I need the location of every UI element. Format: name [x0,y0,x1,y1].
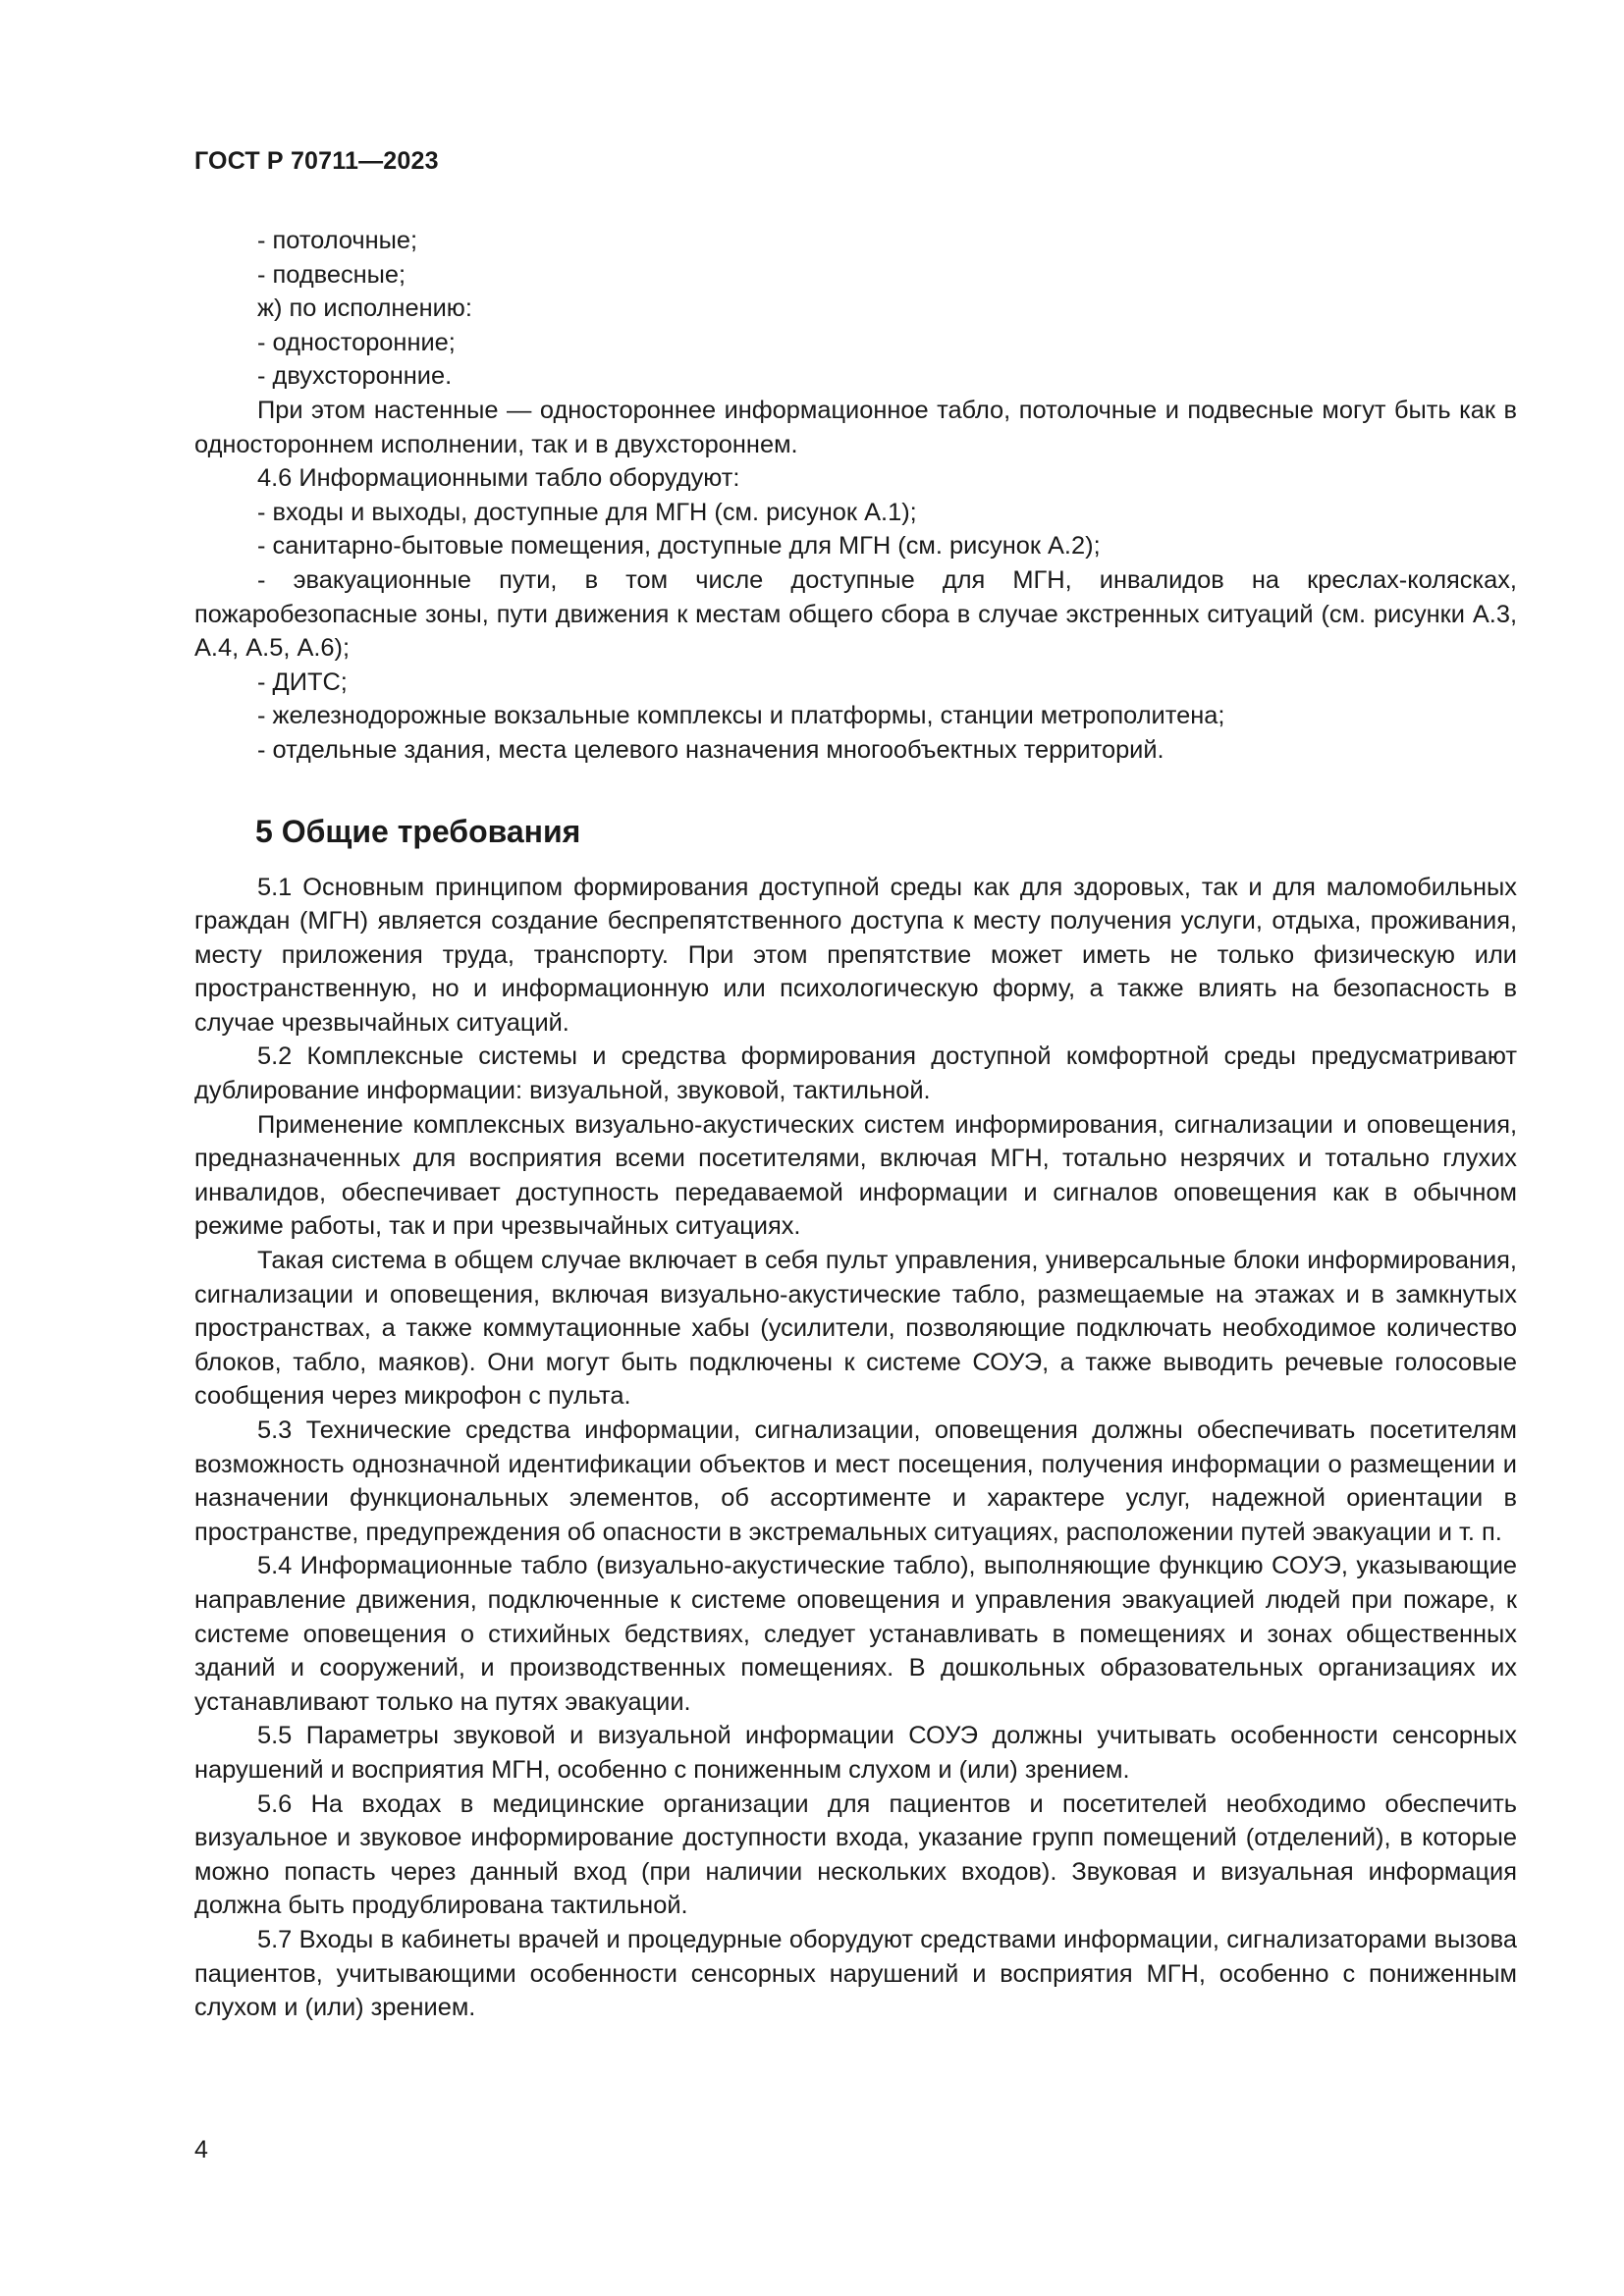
list-item: - ДИТС; [257,667,348,696]
list-item: - отдельные здания, места целевого назначения многообъектных территорий. [257,735,1164,764]
list-item: - односторонние; [257,328,456,356]
list-item: - эвакуационные пути, в том числе доступные для МГН, инвалидов на креслах-колясках, пожаробезопасные зоны, пути движения к местам общего сбора в случае экстренных ситуаций (см. рисунки А.3, А.4, А.5, А.6); [194,565,1517,663]
section-heading: 5 Общие требования [255,813,581,849]
list-item: - санитарно-бытовые помещения, доступные для МГН (см. рисунок А.2); [257,532,1101,561]
paragraph: Применение комплексных визуально-акустических систем информирования, сигнализации и оповещения, предназначенных для восприятия всеми посетителями, включая МГН, тотально незрячих и тотально глухих инвалидов, обеспечивает доступность передаваемой информации и сигналов оповещения как в обычном режиме работы, так и при чрезвычайных ситуациях. [194,1110,1517,1241]
list-item: - входы и выходы, доступные для МГН (см. рисунок А.1); [257,498,917,526]
clause-5-2: 5.2 Комплексные системы и средства формирования доступной комфортной среды предусматривают дублирование информации: визуальной, звуковой, тактильной. [194,1042,1517,1105]
list-item: - двухсторонние. [257,362,453,391]
clause-5-3: 5.3 Технические средства информации, сигнализации, оповещения должны обеспечивать посетителям возможность однозначной идентификации объектов и мест посещения, получения информации о размещении и назначении функциональных элементов, об ассортименте и характере услуг, надежной ориентации в пространстве, предупреждения об опасности в экстремальных ситуациях, расположении путей эвакуации и т. п. [194,1416,1517,1546]
clause-5-1: 5.1 Основным принципом формирования доступной среды как для здоровых, так и для маломобильных граждан (МГН) является создание беспрепятственного доступа к месту получения услуги, отдыха, проживания, месту приложения труда, транспорту. При этом препятствие может иметь не только физическую или пространственную, но и информационную или психологическую форму, а также влиять на безопасность в случае чрезвычайных ситуаций. [194,873,1517,1037]
document-body [194,224,1517,2025]
clause-5-7: 5.7 Входы в кабинеты врачей и процедурные оборудуют средствами информации, сигнализаторами вызова пациентов, учитывающими особенности сенсорных нарушений и восприятия МГН, особенно с пониженным слухом и (или) зрением. [194,1925,1517,2022]
paragraph: Такая система в общем случае включает в себя пульт управления, универсальные блоки информирования, сигнализации и оповещения, включая визуально-акустические табло, размещаемые на этажах и в замкнутых пространствах, а также коммутационные хабы (усилители, позволяющие подключать необходимое количество блоков, табло, маяков). Они могут быть подключены к системе СОУЭ, а также выводить речевые голосовые сообщения через микрофон с пульта. [194,1247,1517,1411]
clause-5-6: 5.6 На входах в медицинские организации для пациентов и посетителей необходимо обеспечить визуальное и звуковое информирование доступности входа, указание групп помещений (отделений), в которые можно попасть через данный вход (при наличии нескольких входов). Звуковая и визуальная информация должна быть продублирована тактильной. [194,1789,1517,1920]
list-item: - подвесные; [257,260,406,289]
list-item: - железнодорожные вокзальные комплексы и платформы, станции метрополитена; [257,702,1225,730]
clause-5-5: 5.5 Параметры звуковой и визуальной информации СОУЭ должны учитывать особенности сенсорных нарушений и восприятия МГН, особенно с пониженным слухом и (или) зрением. [194,1722,1517,1784]
page-number: 4 [194,2136,208,2163]
clause-4-6: 4.6 Информационными табло оборудуют: [257,464,740,493]
list-item: ж) по исполнению: [257,294,472,323]
clause-5-4: 5.4 Информационные табло (визуально-акустические табло), выполняющие функцию СОУЭ, указывающие направление движения, подключенные к системе оповещения и управления эвакуацией людей при пожаре, к системе оповещения о стихийных бедствиях, следует устанавливать в помещениях и зонах общественных зданий и сооружений, и производственных помещениях. В дошкольных образовательных организациях их устанавливают только на путях эвакуации. [194,1552,1517,1716]
paragraph: При этом настенные — одностороннее информационное табло, потолочные и подвесные могут быть как в одностороннем исполнении, так и в двухстороннем. [194,396,1517,458]
document-header: ГОСТ Р 70711—2023 [194,147,439,175]
list-item: - потолочные; [257,227,418,254]
